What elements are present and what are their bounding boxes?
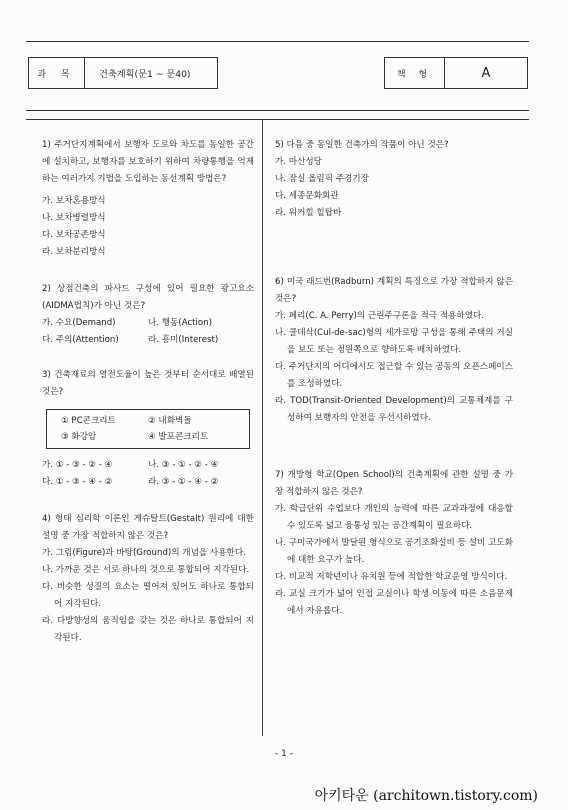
question-4-option: 다. 비슷한 성질의 요소는 떨어져 있어도 하나로 통합되어 지각된다. [42, 582, 254, 609]
question-6-option: 가. 페리(C. A. Perry)의 근린주구론을 적극 적용하였다. [275, 311, 485, 321]
question-2-option: 가. 수요(Demand) [42, 318, 116, 328]
subject-label: 과 목 [29, 58, 85, 88]
booklet-value: A [481, 65, 491, 81]
watermark: 아키타운 (architown.tistory.com) [314, 788, 538, 804]
question-4 [42, 511, 254, 647]
question-4-option: 나. 가까운 것은 서로 하나의 것으로 통합되어 지각된다. [42, 565, 250, 575]
subject-value: 건축계획(문1 ~ 문40) [99, 69, 191, 80]
question-3-option: 라. ③ - ① - ④ - ② [148, 477, 219, 487]
question-1-option: 라. 보차분리방식 [42, 247, 106, 257]
question-3-choice-box [46, 409, 250, 449]
booklet-label: 책 형 [385, 58, 445, 88]
question-5-stem: 5) 다음 중 동일한 건축가의 작품이 아닌 것은? [275, 140, 449, 150]
question-5-option: 가. 마산성당 [275, 157, 322, 167]
question-2-option: 라. 흥미(Interest) [148, 335, 219, 345]
question-3-option: 다. ① - ③ - ④ - ② [42, 477, 113, 487]
question-6-option: 다. 주거단지의 어디에서도 접근할 수 있는 공동의 오픈스페이스를 조성하였다. [275, 362, 513, 389]
question-7-option: 다. 비교적 저학년이나 유치원 등에 적합한 학교운영 방식이다. [275, 572, 508, 582]
question-5 [275, 137, 513, 222]
question-5-option: 라. 워커힐 힐탑바 [275, 208, 342, 218]
choice-item: ① PC콘크리트 [61, 416, 116, 426]
choice-item: ② 내화벽돌 [148, 416, 192, 426]
question-6-option: 나. 쿨데삭(Cul-de-sac)형의 세가로망 구성을 통해 주택의 거실을 보도 또는 정원쪽으로 향하도록 배치하였다. [275, 328, 513, 355]
choice-item: ③ 화강암 [61, 432, 97, 442]
question-3-stem: 3) 건축재료의 열전도율이 높은 것부터 순서대로 배열된 것은? [42, 370, 254, 397]
question-3-option: 가. ① - ③ - ② - ④ [42, 460, 113, 470]
question-3 [42, 367, 254, 491]
question-4-option: 라. 다방향성의 움직임을 갖는 것은 하나로 통합되어 지각된다. [42, 616, 254, 643]
top-rule [26, 41, 529, 42]
question-5-option: 나. 잠실 올림픽 주경기장 [275, 174, 369, 184]
subject-box [28, 57, 218, 89]
question-1-option: 나. 보차병렬방식 [42, 213, 106, 223]
header-rule-2 [26, 119, 529, 120]
question-2-stem: 2) 상점건축의 파사드 구성에 있어 필요한 광고요소(AIDMA법칙)가 아닌 것은? [42, 284, 254, 311]
question-6-stem: 6) 미국 래드번(Radburn) 계획의 특징으로 가장 적합하지 않은 것은? [275, 277, 513, 304]
choice-item: ④ 발포콘크리트 [148, 432, 209, 442]
question-2-option: 나. 행동(Action) [148, 318, 212, 328]
question-7-option: 가. 학급단위 수업보다 개인의 능력에 따른 교과과정에 대응할 수 있도록 넓고 융통성 있는 공간계획이 필요하다. [275, 504, 513, 531]
question-7-option: 나. 구미국가에서 발달된 형식으로 공기조화설비 등 설비 고도화에 대한 요구가 높다. [275, 538, 513, 565]
booklet-type-box [384, 57, 528, 89]
question-1 [42, 137, 254, 261]
question-6 [275, 274, 513, 427]
question-7-option: 라. 교실 크기가 넓어 인접 교실이나 학생 이동에 따른 소음문제에서 자유롭다. [275, 589, 513, 616]
question-2 [42, 281, 254, 349]
question-5-option: 다. 세종문화회관 [275, 191, 339, 201]
header-rule-1 [26, 110, 529, 111]
page-number: - 1 - [275, 749, 293, 759]
question-3-option: 나. ③ - ① - ② - ④ [148, 460, 219, 470]
question-1-option: 다. 보차공존방식 [42, 230, 106, 240]
question-6-option: 라. TOD(Transit-Oriented Development)의 교통체계를 구성하여 보행자의 안전을 우선시하였다. [275, 396, 513, 423]
question-7 [275, 467, 513, 620]
left-column [42, 137, 254, 661]
question-1-option: 가. 보차혼용방식 [42, 196, 106, 206]
question-2-option: 다. 주의(Attention) [42, 335, 119, 345]
question-4-option: 가. 그림(Figure)과 바탕(Ground)의 개념을 사용한다. [42, 548, 246, 558]
right-column [275, 137, 513, 634]
question-4-stem: 4) 형태 심리학 이론인 게슈탈트(Gestalt) 원리에 대한 설명 중 가장 적합하지 않은 것은? [42, 514, 254, 541]
column-divider [262, 120, 263, 736]
question-7-stem: 7) 개방형 학교(Open School)의 건축계획에 관한 설명 중 가장 적합하지 않은 것은? [275, 470, 513, 497]
question-1-stem: 1) 주거단지계획에서 보행자 도로와 차도를 동일한 공간에 설치하고, 보행자를 보호하기 위하여 차량통행을 억제하는 여러가지 기법을 도입하는 동선계획 방법은? [42, 140, 254, 184]
